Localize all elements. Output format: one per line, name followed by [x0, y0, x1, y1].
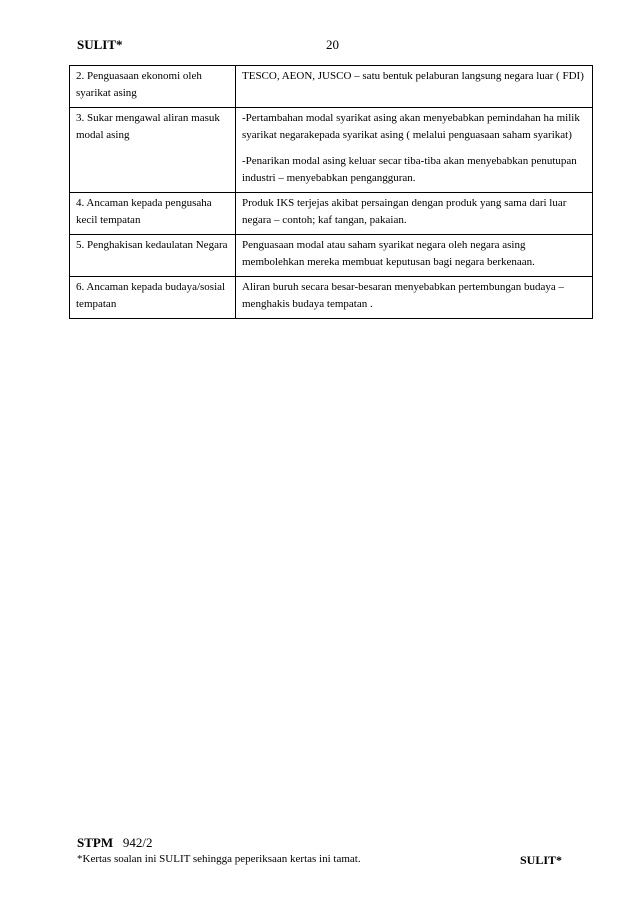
row-description — [236, 66, 593, 108]
table-row — [70, 193, 593, 235]
footer-paper-code — [77, 835, 153, 851]
footer-note: *Kertas soalan ini SULIT sehingga peperiksaan kertas ini tamat. — [77, 853, 361, 865]
paper-code: 942/2 — [122, 835, 153, 850]
description-paragraph: -Pertambahan modal syarikat asing akan menyebabkan pemindahan ha milik syarikat negarakepada syarikat asing ( melalui penguasaan saham syarikat) — [242, 112, 580, 141]
paper-label: STPM — [77, 835, 114, 850]
table-row — [70, 66, 593, 108]
description-paragraph: TESCO, AEON, JUSCO – satu bentuk pelaburan langsung negara luar ( FDI) — [242, 70, 584, 82]
row-label: 3. Sukar mengawal aliran masuk modal asing — [70, 108, 236, 193]
table-row — [70, 277, 593, 319]
page-number: 20 — [326, 37, 339, 52]
row-label: 6. Ancaman kepada budaya/sosial tempatan — [70, 277, 236, 319]
row-description — [236, 193, 593, 235]
table-row — [70, 235, 593, 277]
content-table — [69, 65, 593, 319]
row-label: 4. Ancaman kepada pengusaha kecil tempatan — [70, 193, 236, 235]
description-paragraph: Penguasaan modal atau saham syarikat negara oleh negara asing membolehkan mereka membuat keputusan bagi negara berkenaan. — [242, 239, 535, 268]
row-description — [236, 277, 593, 319]
row-label: 2. Penguasaan ekonomi oleh syarikat asing — [70, 66, 236, 108]
description-paragraph: Aliran buruh secara besar-besaran menyebabkan pertembungan budaya – menghakis budaya tempatan . — [242, 281, 565, 310]
description-paragraph: -Penarikan modal asing keluar secar tiba-tiba akan menyebabkan penutupan industri – menyebabkan pengangguran. — [242, 155, 577, 184]
row-description — [236, 108, 593, 193]
row-label: 5. Penghakisan kedaulatan Negara — [70, 235, 236, 277]
header-classification: SULIT* — [77, 37, 123, 52]
footer-classification: SULIT* — [520, 853, 563, 867]
row-description — [236, 235, 593, 277]
description-paragraph: Produk IKS terjejas akibat persaingan dengan produk yang sama dari luar negara – contoh; kaf tangan, pakaian. — [242, 197, 567, 226]
table-row — [70, 108, 593, 193]
